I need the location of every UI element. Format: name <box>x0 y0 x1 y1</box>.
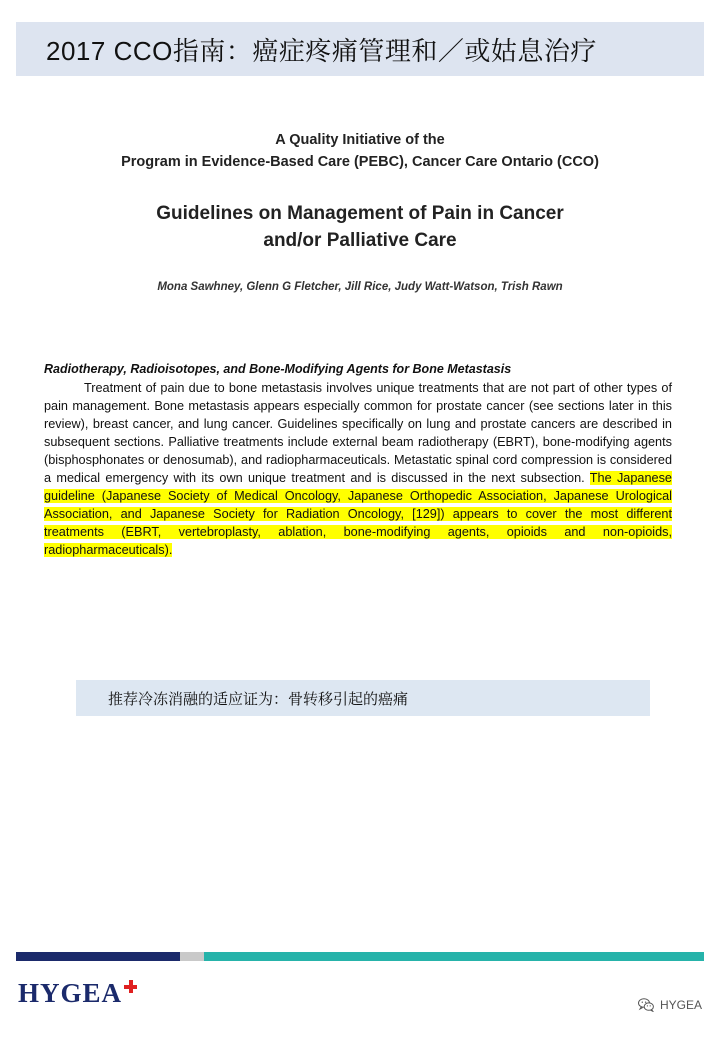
paper-initiative <box>40 130 680 174</box>
body-paragraph <box>44 379 672 559</box>
page-title: 2017 CCO指南：癌症疼痛管理和／或姑息治疗 <box>46 35 597 66</box>
wechat-footer <box>638 998 702 1012</box>
paper-title-line2: and/or Palliative Care <box>263 230 457 252</box>
medical-cross-icon <box>124 980 137 993</box>
brand-logo <box>18 978 137 1009</box>
paper-authors: Mona Sawhney, Glenn G Fletcher, Jill Rice, Judy Watt-Watson, Trish Rawn <box>157 280 563 293</box>
wechat-label: HYGEA <box>659 998 702 1012</box>
footer-rule-navy <box>16 952 180 961</box>
paper-title <box>40 200 680 255</box>
body-text-block <box>44 362 672 559</box>
paper-header-block <box>40 130 680 293</box>
body-section-heading: Radiotherapy, Radioisotopes, and Bone-Modifying Agents for Bone Metastasis <box>44 362 512 376</box>
footer-rule-gray <box>180 952 204 961</box>
paper-initiative-line1: A Quality Initiative of the <box>275 132 445 148</box>
wechat-icon <box>638 998 654 1012</box>
body-paragraph-plain: Treatment of pain due to bone metastasis involves unique treatments that are not part of other types of pain management. Bone metastasis appears especially common for prostate cancer (see sections later in this review), breast cancer, and lung cancer. Guidelines specifically on lung and prostate cancers are described in subsequent sections. Palliative treatments include external beam radiotherapy (EBRT), bone-modifying agents (bisphosphonates or denosumab), and radiopharmaceuticals. Metastatic spinal cord compression is considered a medical emergency with its own unique treatment and is discussed in the next subsection. <box>44 381 672 486</box>
slide-title-banner <box>16 22 704 76</box>
callout-text: 推荐冷冻消融的适应证为：骨转移引起的癌痛 <box>108 690 409 708</box>
paper-initiative-line2: Program in Evidence-Based Care (PEBC), Cancer Care Ontario (CCO) <box>121 153 599 170</box>
brand-logo-text: HYGEA <box>18 978 123 1008</box>
callout-bar <box>76 680 650 716</box>
footer-rule-teal <box>204 952 704 961</box>
body-paragraph-highlighted: The Japanese guideline (Japanese Society of Medical Oncology, Japanese Orthopedic Association, Japanese Urological Association, and Japanese Society for Radiation Oncology, [129]) appears to cover the most different treatments (EBRT, vertebroplasty, ablation, bone-modifying agents, opioids and non-opioids, radiopharmaceuticals). <box>44 471 672 558</box>
paper-title-line1: Guidelines on Management of Pain in Cancer <box>156 202 564 224</box>
